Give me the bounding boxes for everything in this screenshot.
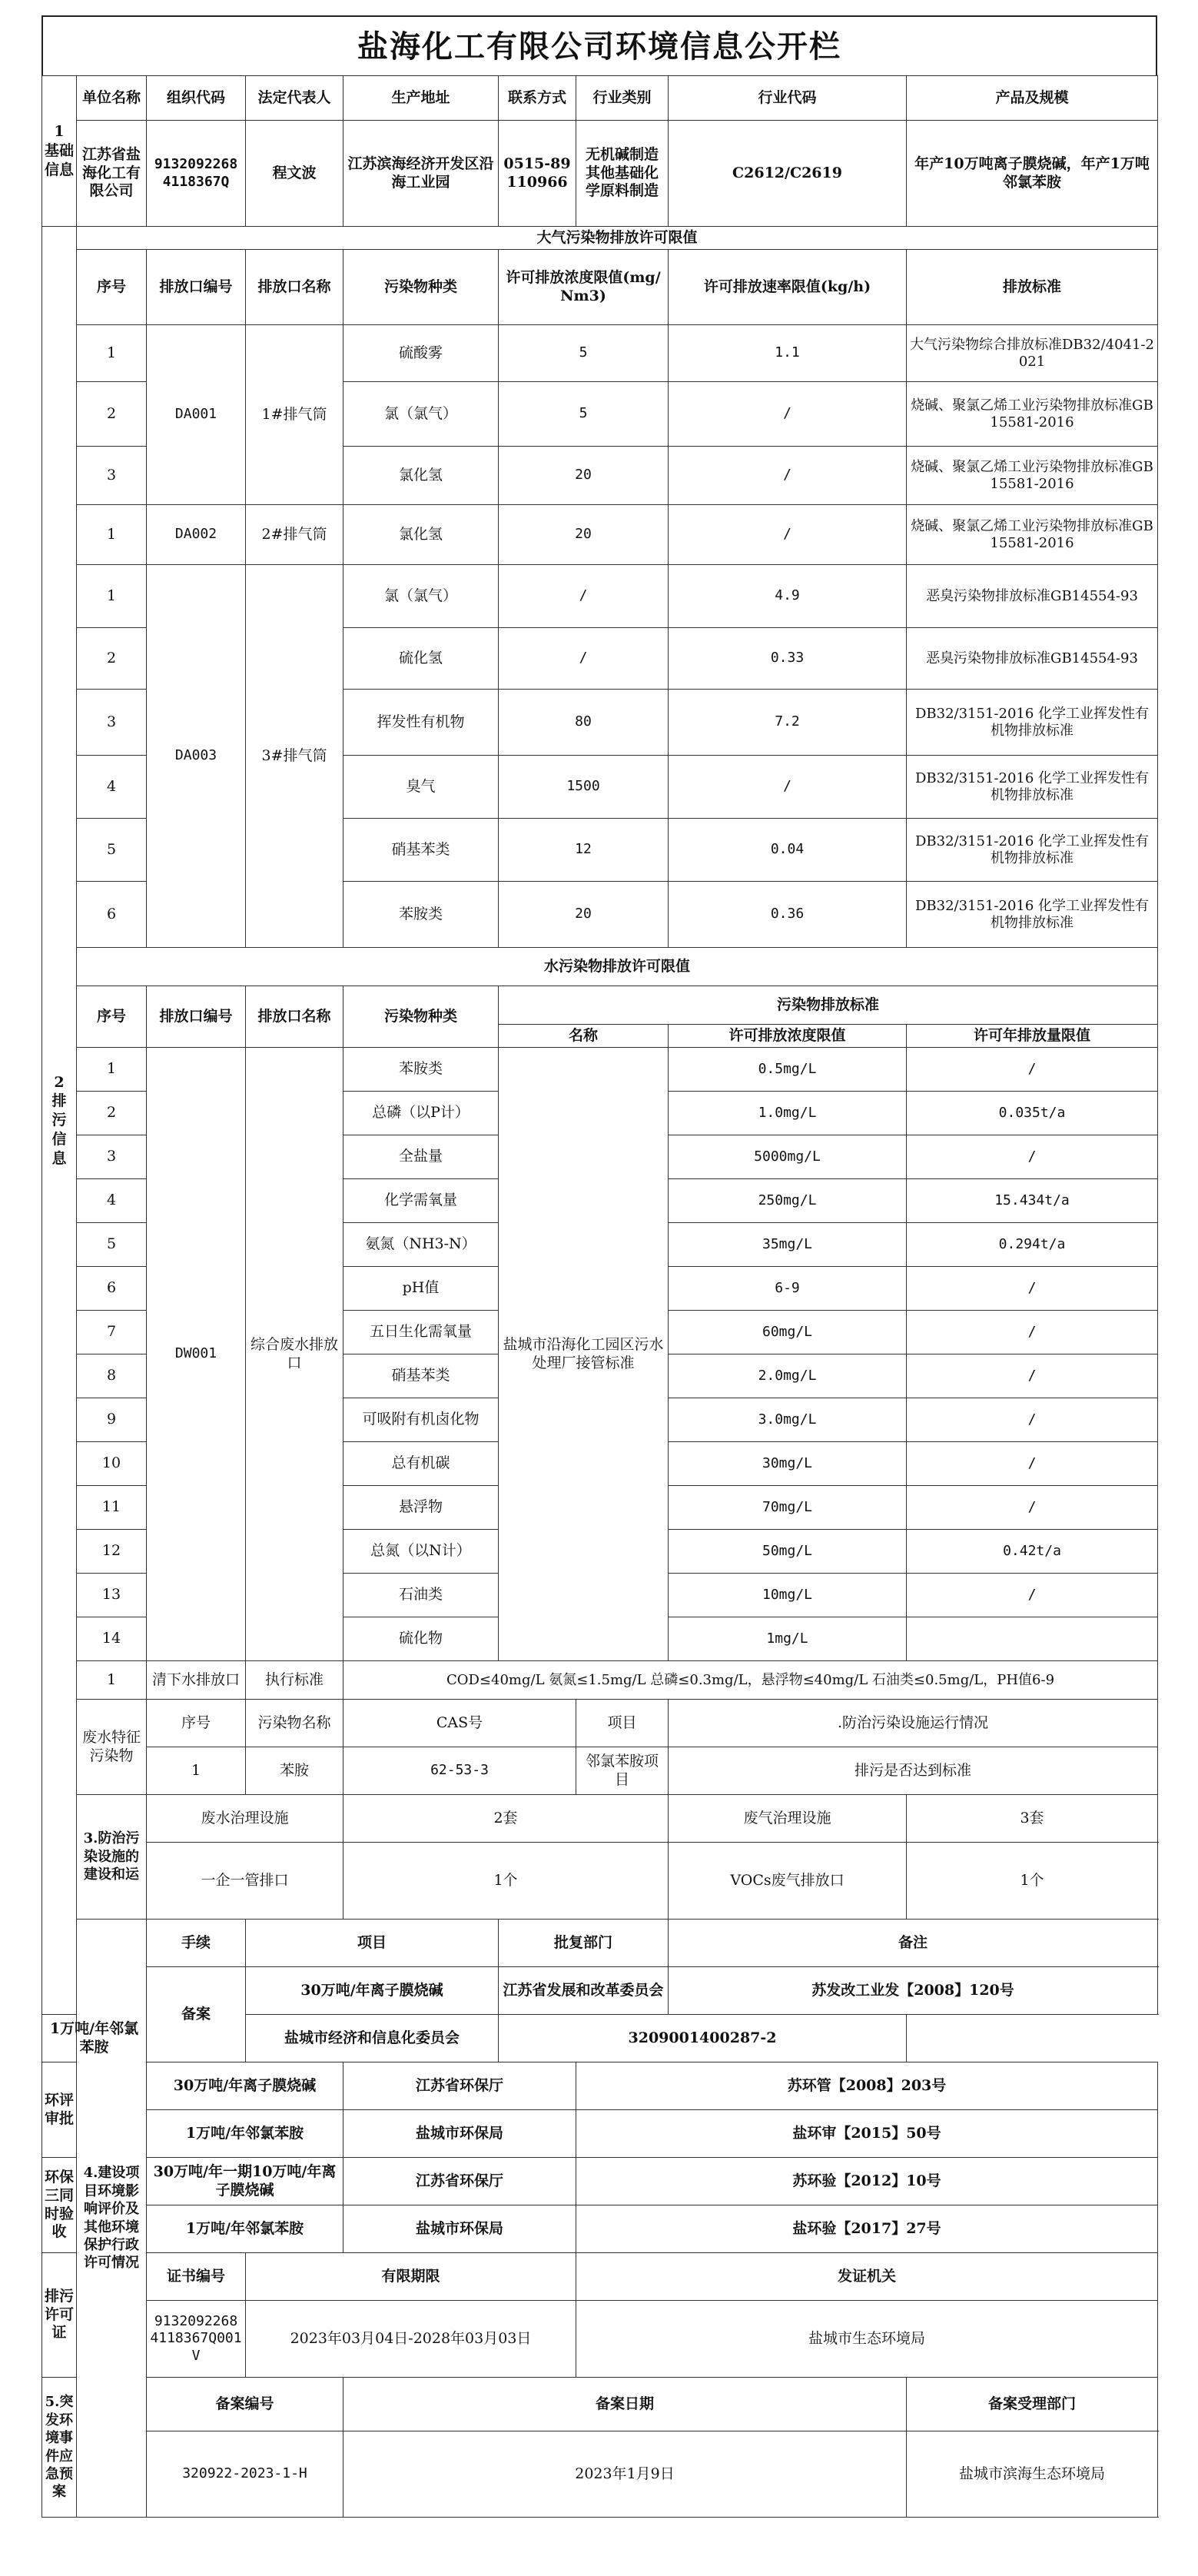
air-standard: DB32/3151-2016 化学工业挥发性有机物排放标准 <box>907 756 1158 819</box>
permit-header: 有限期限 <box>246 2253 576 2301</box>
air-header: 排放口名称 <box>246 250 343 325</box>
air-standard: 恶臭污染物排放标准GB14554-93 <box>907 565 1158 628</box>
air-row-no: 1 <box>77 565 147 628</box>
facility-value: 1个 <box>343 1843 669 1920</box>
approval-department: 江苏省环保厅 <box>343 2062 576 2110</box>
air-row-no: 5 <box>77 819 147 882</box>
air-outlet-code: DA002 <box>147 505 246 565</box>
page-title: 盐海化工有限公司环境信息公开栏 <box>41 15 1157 75</box>
permit-label: 排污许可证 <box>42 2253 77 2378</box>
water-conc-limit: 1mg/L <box>669 1617 907 1661</box>
water-row-no: 10 <box>77 1442 147 1486</box>
air-rate-limit: / <box>669 382 907 447</box>
water-conc-limit: 3.0mg/L <box>669 1398 907 1442</box>
water-header: 排放口编号 <box>147 986 246 1048</box>
water-pollutant: 全盐量 <box>343 1135 499 1179</box>
approval-remark: 苏环验【2012】10号 <box>576 2158 1158 2205</box>
air-rate-limit: / <box>669 505 907 565</box>
basic-value: 程文波 <box>246 121 343 227</box>
water-pollutant: 总磷（以P计） <box>343 1092 499 1135</box>
facility-label: VOCs废气排放口 <box>669 1843 907 1920</box>
approval-type: 备案 <box>147 1967 246 2062</box>
air-conc-limit: 5 <box>499 382 669 447</box>
water-conc-limit: 5000mg/L <box>669 1135 907 1179</box>
water-row-no: 6 <box>77 1267 147 1311</box>
basic-value: 9132092268 4118367Q <box>147 121 246 227</box>
approval-header: 项目 <box>246 1920 499 1967</box>
facility-value: 1个 <box>907 1843 1158 1920</box>
air-pollutant: 氯（氯气） <box>343 382 499 447</box>
water-annual-limit: / <box>907 1354 1158 1398</box>
approval-remark: 苏发改工业发【2008】120号 <box>669 1967 1158 2015</box>
section-discharge-label: 2 排 污 信 息 <box>42 227 77 2015</box>
approval-remark: 盐环审【2015】50号 <box>576 2110 1158 2158</box>
emergency-record-number: 320922-2023-1-H <box>147 2431 343 2518</box>
feature-value: 苯胺 <box>246 1747 343 1795</box>
approval-department: 江苏省发展和改革委员会 <box>499 1967 669 2015</box>
air-row-no: 2 <box>77 382 147 447</box>
air-conc-limit: / <box>499 628 669 690</box>
basic-header: 行业代码 <box>669 76 907 121</box>
water-pollutant: 总有机碳 <box>343 1442 499 1486</box>
air-standard: 烧碱、聚氯乙烯工业污染物排放标准GB15581-2016 <box>907 447 1158 505</box>
air-conc-limit: 80 <box>499 690 669 756</box>
feature-value: 1 <box>147 1747 246 1795</box>
permit-number: 9132092268 4118367Q001V <box>147 2301 246 2378</box>
air-header: 许可排放浓度限值(mg/Nm3) <box>499 250 669 325</box>
basic-value: 0515-89110966 <box>499 121 576 227</box>
section-basic-label: 1 基础 信息 <box>42 76 77 227</box>
water-outlet-code: DW001 <box>147 1048 246 1661</box>
permit-validity: 2023年03月04日-2028年03月03日 <box>246 2301 576 2378</box>
air-standard: DB32/3151-2016 化学工业挥发性有机物排放标准 <box>907 819 1158 882</box>
permit-header: 证书编号 <box>147 2253 246 2301</box>
clean-water-label: 执行标准 <box>246 1661 343 1700</box>
approval-project: 1万吨/年邻氯苯胺 <box>147 2110 343 2158</box>
section-emergency-label: 5.突发环境事件应急预案 <box>42 2378 77 2518</box>
air-standard: DB32/3151-2016 化学工业挥发性有机物排放标准 <box>907 690 1158 756</box>
air-row-no: 3 <box>77 447 147 505</box>
water-conc-limit: 35mg/L <box>669 1223 907 1267</box>
water-pollutant: 氨氮（NH3-N） <box>343 1223 499 1267</box>
water-pollutant: 硫化物 <box>343 1617 499 1661</box>
approval-header: 批复部门 <box>499 1920 669 1967</box>
water-pollutant: 石油类 <box>343 1574 499 1617</box>
facility-label: 废水治理设施 <box>147 1795 343 1843</box>
water-pollutant: 化学需氧量 <box>343 1179 499 1223</box>
air-rate-limit: 0.36 <box>669 882 907 948</box>
air-header: 许可排放速率限值(kg/h) <box>669 250 907 325</box>
water-annual-limit: 0.42t/a <box>907 1530 1158 1574</box>
feature-pollutant-label: 废水特征污染物 <box>77 1700 147 1795</box>
air-standard: DB32/3151-2016 化学工业挥发性有机物排放标准 <box>907 882 1158 948</box>
permit-authority: 盐城市生态环境局 <box>576 2301 1158 2378</box>
section-approval-label: 4.建设项目环境影响评价及其他环境保护行政许可情况 <box>77 1920 147 2518</box>
approval-remark: 盐环验【2017】27号 <box>576 2205 1158 2253</box>
approval-header: 手续 <box>147 1920 246 1967</box>
emergency-header: 备案编号 <box>147 2378 343 2431</box>
air-pollutant: 氯化氢 <box>343 447 499 505</box>
approval-department: 盐城市环保局 <box>343 2205 576 2253</box>
air-rate-limit: 4.9 <box>669 565 907 628</box>
water-subheader: 名称 <box>499 1025 669 1048</box>
feature-value: 邻氯苯胺项目 <box>576 1747 669 1795</box>
feature-header: CAS号 <box>343 1700 576 1747</box>
air-header: 序号 <box>77 250 147 325</box>
water-standard-name: 盐城市沿海化工园区污水处理厂接管标准 <box>499 1048 669 1661</box>
emergency-header: 备案日期 <box>343 2378 907 2431</box>
approval-project: 30万吨/年离子膜烧碱 <box>147 2062 343 2110</box>
water-header: 污染物排放标准 <box>499 986 1158 1025</box>
water-conc-limit: 70mg/L <box>669 1486 907 1530</box>
facility-label: 一企一管排口 <box>147 1843 343 1920</box>
water-header: 序号 <box>77 986 147 1048</box>
water-row-no: 5 <box>77 1223 147 1267</box>
water-row-no: 1 <box>77 1048 147 1092</box>
air-row-no: 3 <box>77 690 147 756</box>
water-row-no: 4 <box>77 1179 147 1223</box>
air-pollutant: 臭气 <box>343 756 499 819</box>
water-conc-limit: 0.5mg/L <box>669 1048 907 1092</box>
water-pollutant: 硝基苯类 <box>343 1354 499 1398</box>
approval-type: 环保三同时验收 <box>42 2158 77 2253</box>
approval-project: 1万吨/年邻氯苯胺 <box>42 2015 147 2062</box>
air-standard: 大气污染物综合排放标准DB32/4041-2021 <box>907 325 1158 382</box>
water-pollutant: pH值 <box>343 1267 499 1311</box>
water-conc-limit: 60mg/L <box>669 1311 907 1354</box>
approval-remark: 3209001400287-2 <box>499 2015 907 2062</box>
basic-value: C2612/C2619 <box>669 121 907 227</box>
air-pollutant: 挥发性有机物 <box>343 690 499 756</box>
feature-value: 排污是否达到标准 <box>669 1747 1158 1795</box>
water-annual-limit: / <box>907 1267 1158 1311</box>
facility-value: 2套 <box>343 1795 669 1843</box>
emergency-header: 备案受理部门 <box>907 2378 1158 2431</box>
water-row-no: 7 <box>77 1311 147 1354</box>
water-conc-limit: 30mg/L <box>669 1442 907 1486</box>
facility-label: 废气治理设施 <box>669 1795 907 1843</box>
water-row-no: 9 <box>77 1398 147 1442</box>
basic-header: 产品及规模 <box>907 76 1158 121</box>
air-conc-limit: 20 <box>499 505 669 565</box>
air-rate-limit: 0.33 <box>669 628 907 690</box>
air-pollutant: 氯化氢 <box>343 505 499 565</box>
air-standard: 烧碱、聚氯乙烯工业污染物排放标准GB15581-2016 <box>907 505 1158 565</box>
feature-header: 序号 <box>147 1700 246 1747</box>
approval-remark: 苏环管【2008】203号 <box>576 2062 1158 2110</box>
air-pollutant: 硫酸雾 <box>343 325 499 382</box>
water-annual-limit: / <box>907 1442 1158 1486</box>
permit-header: 发证机关 <box>576 2253 1158 2301</box>
water-conc-limit: 6-9 <box>669 1267 907 1311</box>
air-rate-limit: / <box>669 756 907 819</box>
air-row-no: 2 <box>77 628 147 690</box>
air-conc-limit: 20 <box>499 882 669 948</box>
section-facilities-label: 3.防治污染设施的建设和运 <box>77 1795 147 1920</box>
info-table <box>41 75 1158 2518</box>
air-header: 排放标准 <box>907 250 1158 325</box>
air-standard: 恶臭污染物排放标准GB14554-93 <box>907 628 1158 690</box>
water-annual-limit: / <box>907 1398 1158 1442</box>
water-conc-limit: 2.0mg/L <box>669 1354 907 1398</box>
air-rate-limit: 7.2 <box>669 690 907 756</box>
water-row-no: 14 <box>77 1617 147 1661</box>
water-pollutant: 苯胺类 <box>343 1048 499 1092</box>
clean-water-standard: COD≤40mg/L 氨氮≤1.5mg/L 总磷≤0.3mg/L，悬浮物≤40mg/L 石油类≤0.5mg/L，PH值6-9 <box>343 1661 1158 1700</box>
basic-header: 法定代表人 <box>246 76 343 121</box>
water-subheader: 许可年排放量限值 <box>907 1025 1158 1048</box>
basic-header: 生产地址 <box>343 76 499 121</box>
clean-water-no: 1 <box>77 1661 147 1700</box>
feature-header: 项目 <box>576 1700 669 1747</box>
approval-department: 盐城市环保局 <box>343 2110 576 2158</box>
approval-department: 盐城市经济和信息化委员会 <box>246 2015 499 2062</box>
air-row-no: 4 <box>77 756 147 819</box>
basic-header: 组织代码 <box>147 76 246 121</box>
air-outlet-code: DA003 <box>147 565 246 948</box>
approval-department: 江苏省环保厅 <box>343 2158 576 2205</box>
water-row-no: 2 <box>77 1092 147 1135</box>
water-pollutant: 五日生化需氧量 <box>343 1311 499 1354</box>
feature-header: .防治污染设施运行情况 <box>669 1700 1158 1747</box>
water-annual-limit: 0.294t/a <box>907 1223 1158 1267</box>
basic-header: 行业类别 <box>576 76 669 121</box>
air-conc-limit: 1500 <box>499 756 669 819</box>
water-annual-limit <box>907 1617 1158 1661</box>
approval-type: 环评审批 <box>42 2062 77 2158</box>
air-title: 大气污染物排放许可限值 <box>77 227 1158 250</box>
water-pollutant: 总氮（以N计） <box>343 1530 499 1574</box>
air-header: 污染物种类 <box>343 250 499 325</box>
water-row-no: 12 <box>77 1530 147 1574</box>
air-row-no: 6 <box>77 882 147 948</box>
water-annual-limit: / <box>907 1135 1158 1179</box>
approval-project: 30万吨/年一期10万吨/年离子膜烧碱 <box>147 2158 343 2205</box>
air-header: 排放口编号 <box>147 250 246 325</box>
water-pollutant: 可吸附有机卤化物 <box>343 1398 499 1442</box>
water-annual-limit: / <box>907 1486 1158 1530</box>
basic-header: 单位名称 <box>77 76 147 121</box>
water-annual-limit: 15.434t/a <box>907 1179 1158 1223</box>
water-annual-limit: / <box>907 1574 1158 1617</box>
feature-header: 污染物名称 <box>246 1700 343 1747</box>
air-pollutant: 硫化氢 <box>343 628 499 690</box>
feature-value: 62-53-3 <box>343 1747 576 1795</box>
water-conc-limit: 10mg/L <box>669 1574 907 1617</box>
air-pollutant: 氯（氯气） <box>343 565 499 628</box>
water-row-no: 3 <box>77 1135 147 1179</box>
water-row-no: 13 <box>77 1574 147 1617</box>
water-row-no: 8 <box>77 1354 147 1398</box>
air-pollutant: 硝基苯类 <box>343 819 499 882</box>
air-row-no: 1 <box>77 505 147 565</box>
water-conc-limit: 250mg/L <box>669 1179 907 1223</box>
water-subheader: 许可排放浓度限值 <box>669 1025 907 1048</box>
water-annual-limit: / <box>907 1048 1158 1092</box>
approval-header: 备注 <box>669 1920 1158 1967</box>
basic-value: 江苏省盐海化工有限公司 <box>77 121 147 227</box>
basic-value: 年产10万吨离子膜烧碱，年产1万吨邻氯苯胺 <box>907 121 1158 227</box>
air-outlet-name: 2#排气筒 <box>246 505 343 565</box>
air-conc-limit: 5 <box>499 325 669 382</box>
air-pollutant: 苯胺类 <box>343 882 499 948</box>
air-rate-limit: 0.04 <box>669 819 907 882</box>
basic-header: 联系方式 <box>499 76 576 121</box>
emergency-department: 盐城市滨海生态环境局 <box>907 2431 1158 2518</box>
air-row-no: 1 <box>77 325 147 382</box>
water-header: 污染物种类 <box>343 986 499 1048</box>
water-pollutant: 悬浮物 <box>343 1486 499 1530</box>
basic-value: 江苏滨海经济开发区沿海工业园 <box>343 121 499 227</box>
air-conc-limit: / <box>499 565 669 628</box>
basic-value: 无机碱制造其他基础化学原料制造 <box>576 121 669 227</box>
air-conc-limit: 20 <box>499 447 669 505</box>
water-header: 排放口名称 <box>246 986 343 1048</box>
air-outlet-name: 1#排气筒 <box>246 325 343 505</box>
water-conc-limit: 1.0mg/L <box>669 1092 907 1135</box>
air-conc-limit: 12 <box>499 819 669 882</box>
air-outlet-code: DA001 <box>147 325 246 505</box>
water-conc-limit: 50mg/L <box>669 1530 907 1574</box>
water-annual-limit: / <box>907 1311 1158 1354</box>
air-rate-limit: 1.1 <box>669 325 907 382</box>
approval-project: 1万吨/年邻氯苯胺 <box>147 2205 343 2253</box>
clean-water-outlet: 清下水排放口 <box>147 1661 246 1700</box>
water-outlet-name: 综合废水排放口 <box>246 1048 343 1661</box>
air-outlet-name: 3#排气筒 <box>246 565 343 948</box>
approval-project: 30万吨/年离子膜烧碱 <box>246 1967 499 2015</box>
facility-value: 3套 <box>907 1795 1158 1843</box>
air-standard: 烧碱、聚氯乙烯工业污染物排放标准GB15581-2016 <box>907 382 1158 447</box>
air-rate-limit: / <box>669 447 907 505</box>
info-board <box>41 15 1157 2518</box>
water-row-no: 11 <box>77 1486 147 1530</box>
emergency-record-date: 2023年1月9日 <box>343 2431 907 2518</box>
water-title: 水污染物排放许可限值 <box>77 948 1158 986</box>
water-annual-limit: 0.035t/a <box>907 1092 1158 1135</box>
